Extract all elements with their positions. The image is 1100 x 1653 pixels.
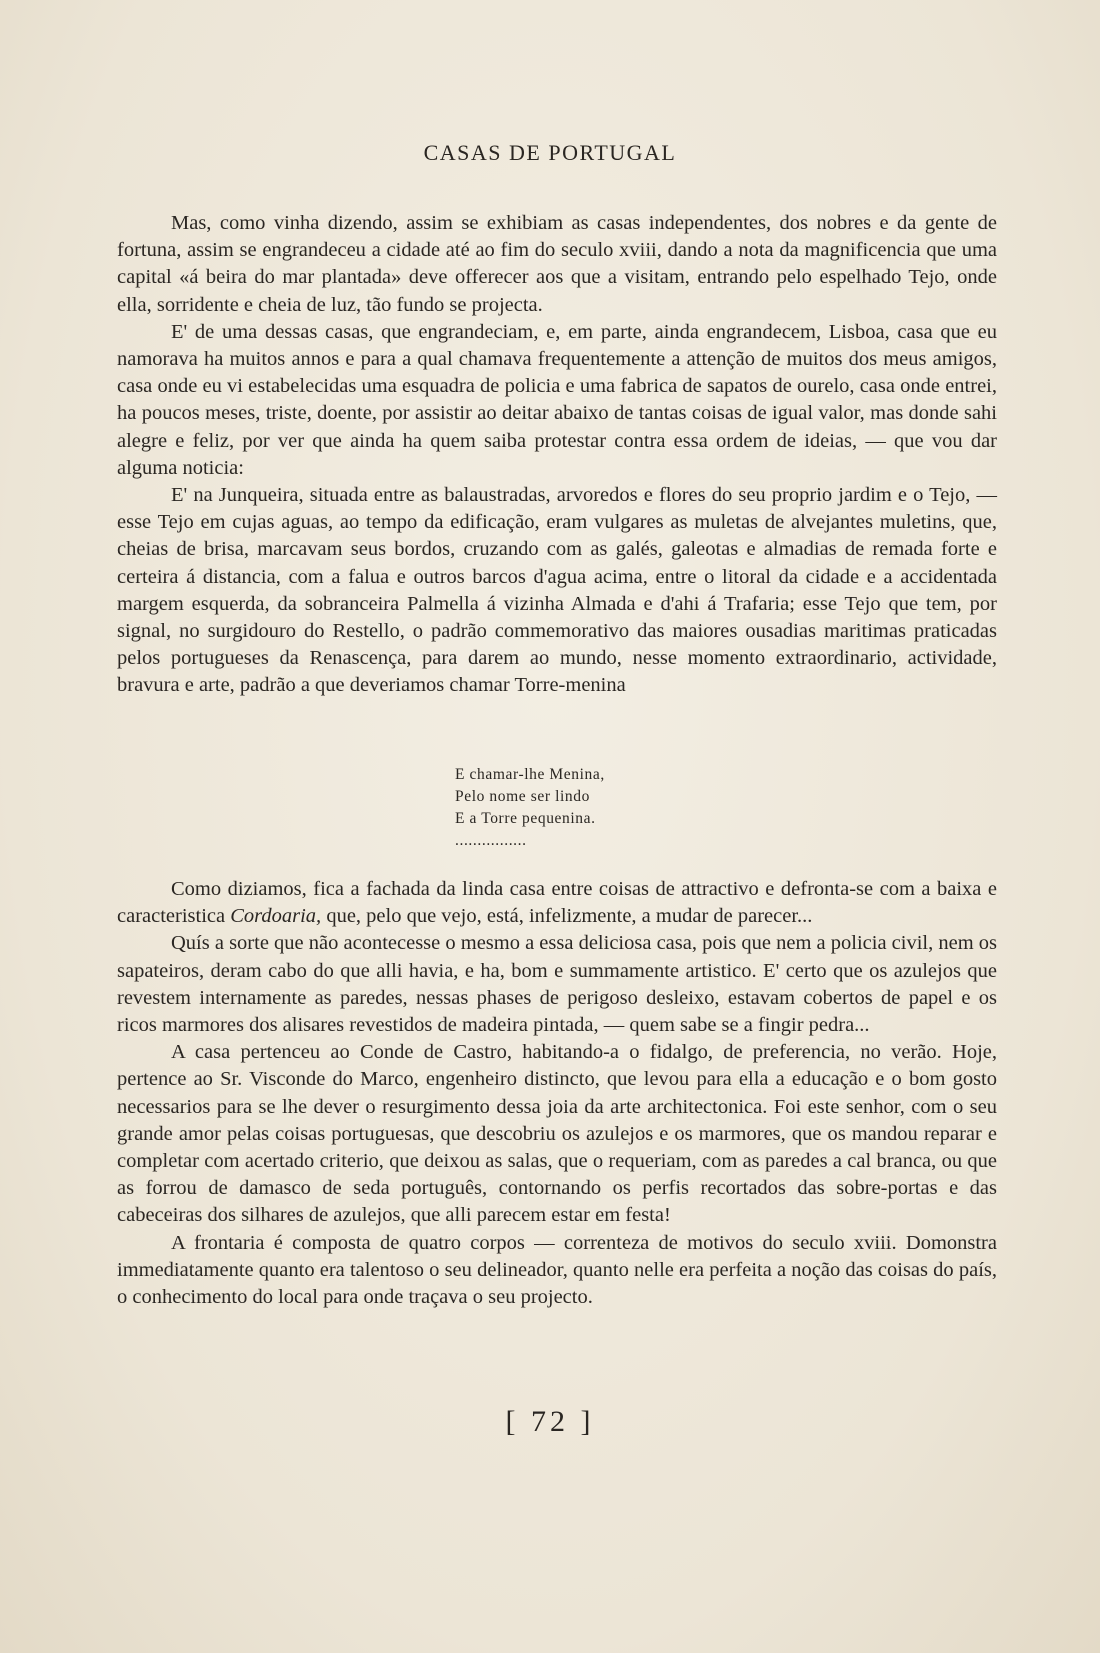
verse-line-3: E a Torre pequenina. xyxy=(455,810,596,827)
body-text-section-1 xyxy=(117,210,997,700)
paragraph-1: Mas, como vinha dizendo, assim se exhibiam as casas independentes, dos nobres e da gente de fortuna, assim se engrandeceu a cidade até ao fim do seculo xviii, dando a nota da magnificencia que uma capital «á beira do mar plantada» deve offerecer aos que a visitam, entrando pelo espelhado Tejo, onde ella, sorridente e cheia de luz, tão fundo se projecta. xyxy=(117,212,997,316)
verse-line-2: Pelo nome ser lindo xyxy=(455,788,590,805)
paragraph-4 xyxy=(117,876,997,930)
running-head: CASAS DE PORTUGAL xyxy=(423,140,677,165)
paragraph-3: E' na Junqueira, situada entre as balaustradas, arvoredos e flores do seu proprio jardim e o Tejo, — esse Tejo em cujas aguas, ao tempo da edificação, eram vulgares as muletas de alvejantes muletins, que, cheias de brisa, marcavam seus bordos, cruzando com as galés, galeotas e almadias de remada forte e certeira á distancia, com a falua e outros barcos d'agua acima, entre o litoral da cidade e a accidentada margem esquerda, da sobranceira Palmella á vizinha Almada e d'ahi á Trafaria; esse Tejo que tem, por signal, no surgidouro do Restello, o padrão commemorativo das maiores ousadias maritimas praticadas pelos portugueses da Renascença, para darem ao mundo, nesse momento extraordinario, actividade, bravura e arte, padrão a que deveriamos chamar Torre-menina xyxy=(117,484,997,697)
paragraph-6: A casa pertenceu ao Conde de Castro, habitando-a o fidalgo, de preferencia, no verão. Hoje, pertence ao Sr. Visconde do Marco, engenheiro distincto, que levou para ella a educação e o bom gosto necessarios para se lhe dever o resurgimento dessa joia da arte architectonica. Foi este senhor, com o seu grande amor pelas coisas portuguesas, que descobriu os azulejos e os marmores, que os mandou reparar e completar com acertado criterio, que deixou as salas, que o requeriam, com as paredes a cal branca, ou que as forrou de damasco de seda português, contornando os perfis recortados das sobre-portas e das cabeceiras dos silhares de azulejos, que alli parecem estar em festa! xyxy=(117,1041,997,1227)
paragraph-4-text-a: Como diziamos, fica a fachada da linda casa entre coisas de attractivo e defronta-se com a baixa e caracteristica xyxy=(117,878,997,928)
paragraph-5: Quís a sorte que não acontecesse o mesmo a essa deliciosa casa, pois que nem a policia civil, nem os sapateiros, deram cabo do que alli havia, e ha, bom e summamente artistico. E' certo que os azulejos que revestem internamente as paredes, nessas phases de perigoso desleixo, estavam cobertos de papel e os ricos marmores dos alisares revestidos de madeira pintada, — quem sabe se a fingir pedra... xyxy=(117,932,998,1037)
page-number: [ 72 ] xyxy=(505,1405,595,1438)
paragraph-4-italic: Cordoaria, xyxy=(230,905,322,928)
paragraph-7: A frontaria é composta de quatro corpos — correnteza de motivos do seculo xviii. Domonstra immediatamente quanto era talentoso o seu delineador, quanto nelle era perfeita a noção das coisas do país, o conhecimento do local para onde traçava o seu projecto. xyxy=(117,1231,997,1309)
paragraph-4-text-b: que, pelo que vejo, está, infelizmente, a mudar de parecer... xyxy=(321,905,813,928)
verse-line-1: E chamar-lhe Menina, xyxy=(455,766,605,783)
paragraph-2: E' de uma dessas casas, que engrandeciam, e, em parte, ainda engrandecem, Lisboa, casa que eu namorava ha muitos annos e para a qual chamava frequentemente a attenção de muitos dos meus amigos, casa onde eu vi estabelecidas uma esquadra de policia e uma fabrica de sapatos de ourelo, casa onde entrei, ha poucos meses, triste, doente, por assistir ao deitar abaixo de tantas coisas de igual valor, mas donde sahi alegre e feliz, por ver que ainda ha quem saiba protestar contra essa ordem de ideias, — que vou dar alguma noticia: xyxy=(117,320,997,479)
body-text-section-2 xyxy=(117,876,997,1311)
verse-quotation xyxy=(455,764,605,852)
verse-ellipsis: ................ xyxy=(455,832,527,849)
